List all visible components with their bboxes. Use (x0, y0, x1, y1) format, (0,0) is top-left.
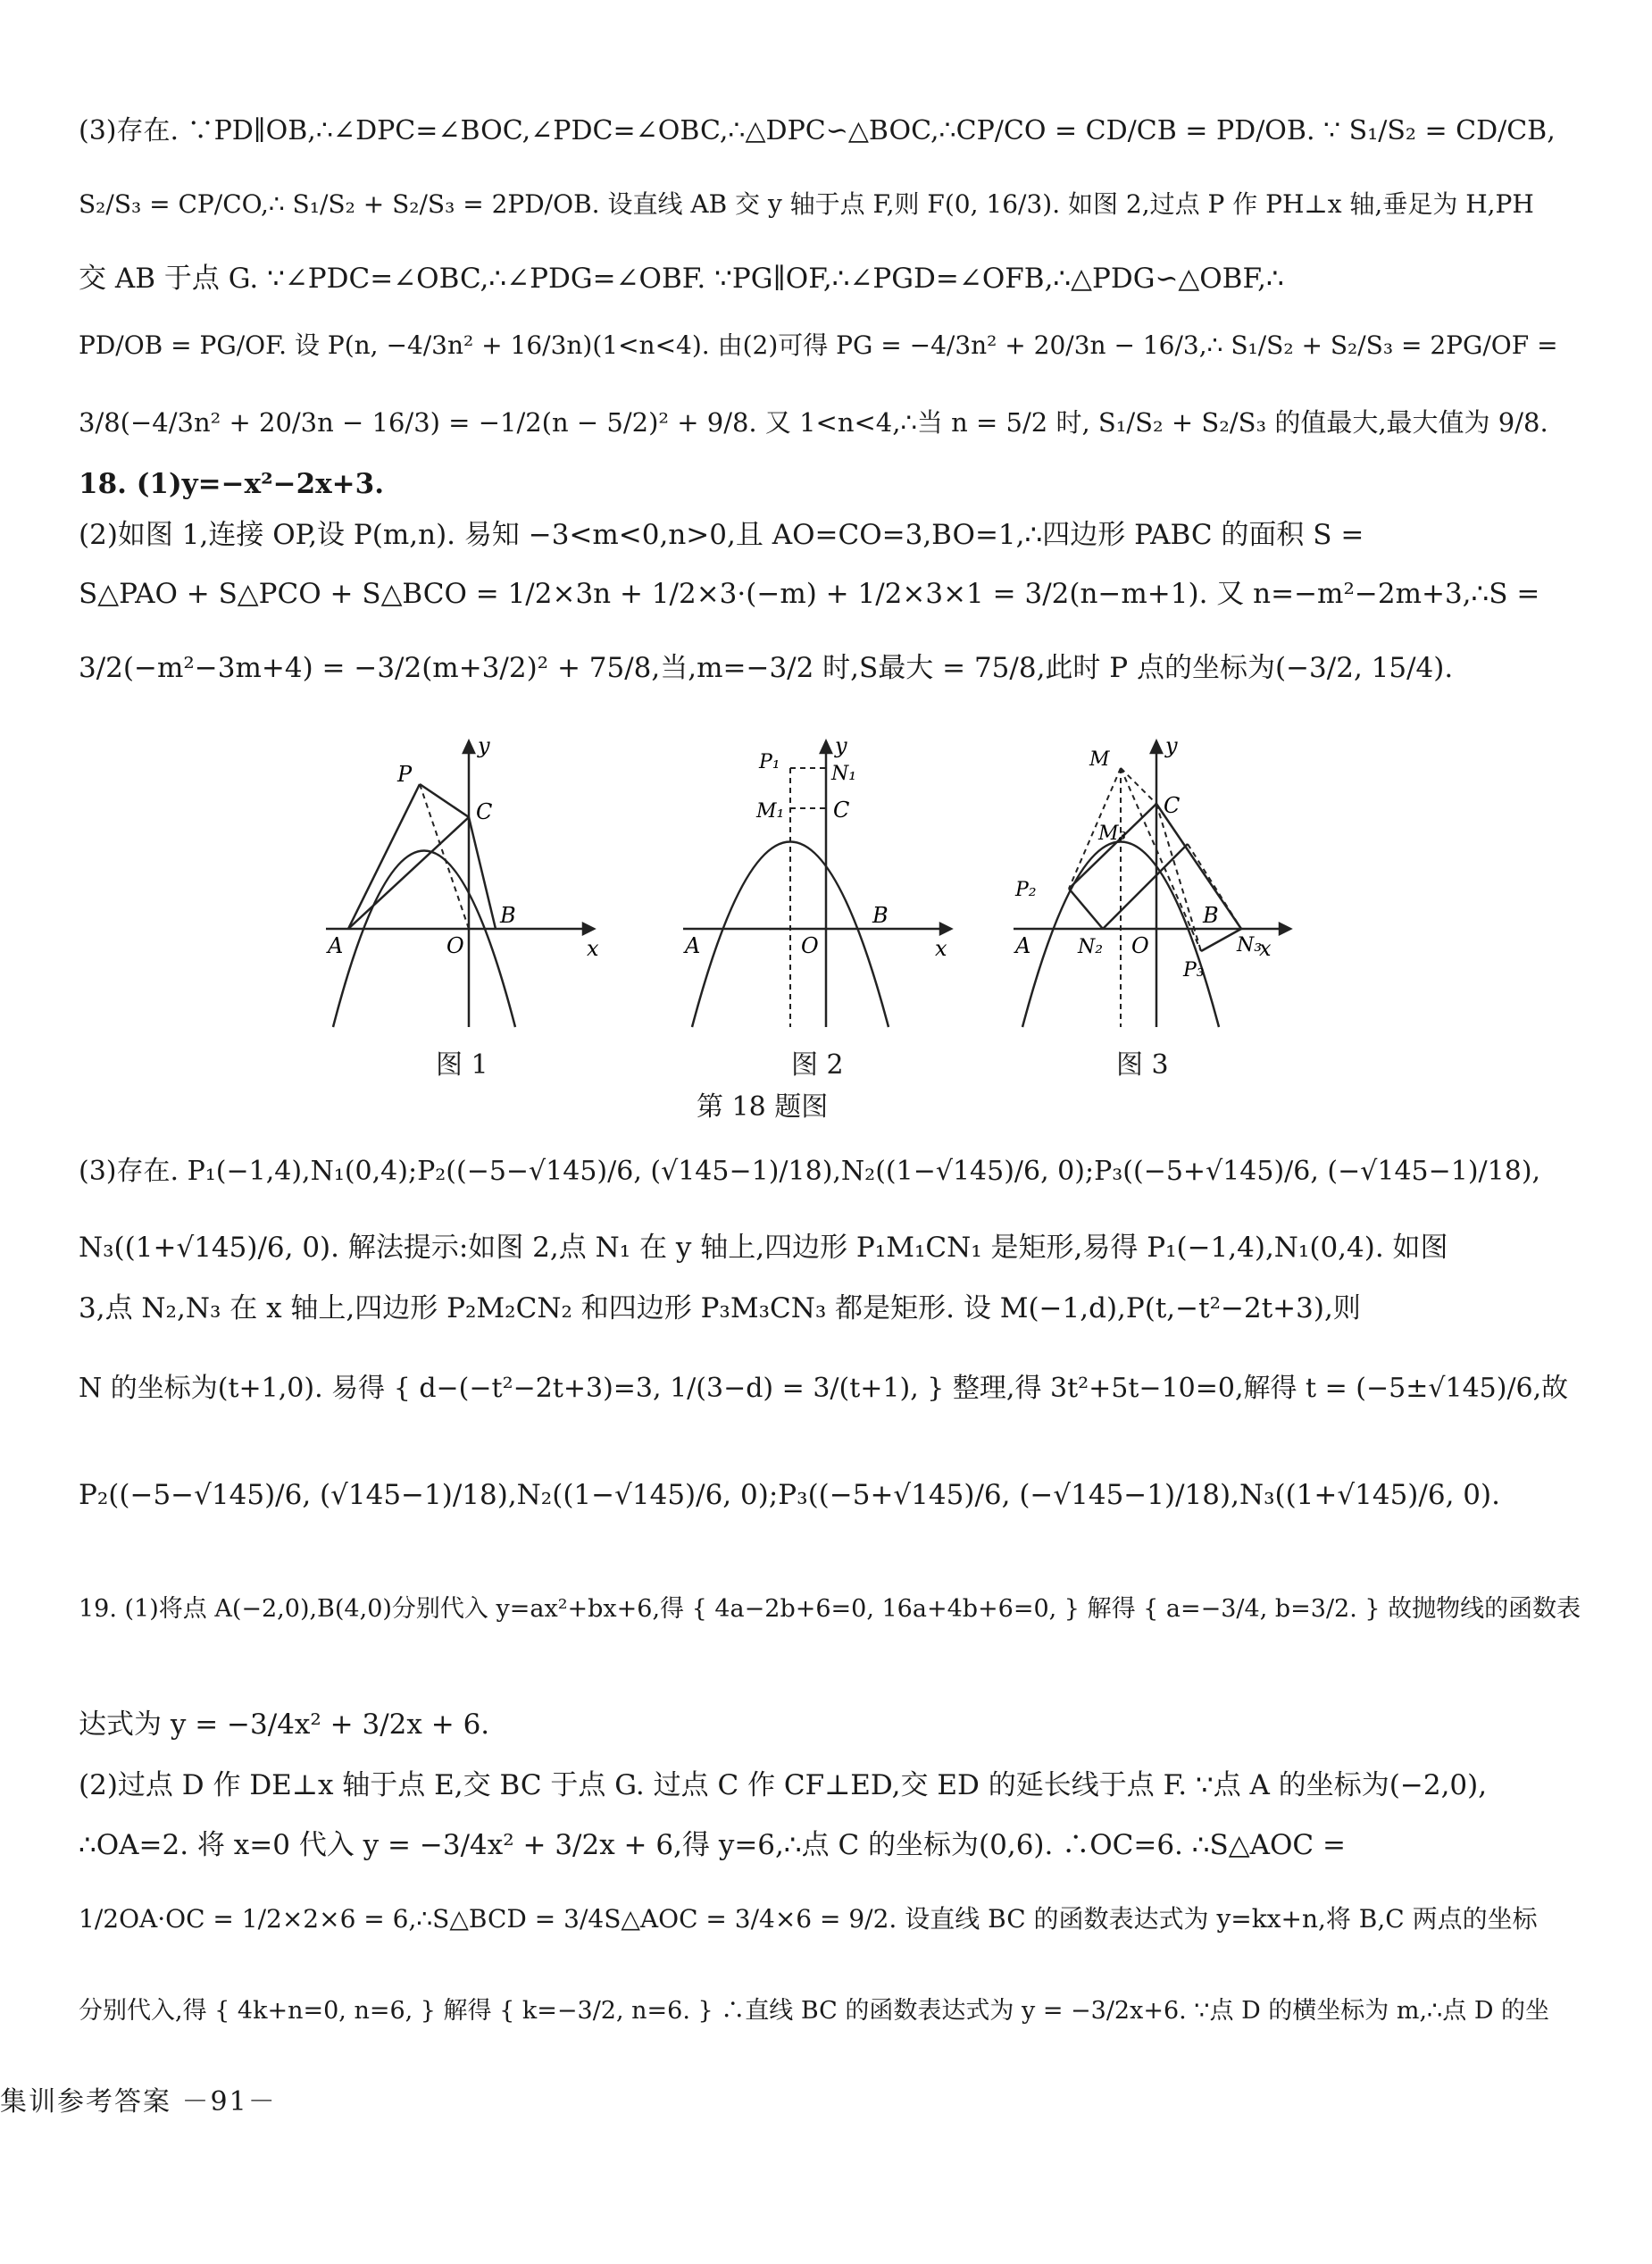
figure-3-caption: 图 3 (1116, 1049, 1169, 1081)
q19-part1-line2: 达式为 y = −3/4x² + 3/2x + 6. (79, 1708, 490, 1741)
q18-part2-line2: S△PAO + S△PCO + S△BCO = 1/2×3n + 1/2×3·(−m) + 1/2×3×1 = 3/2(n−m+1). 又 n=−m²−2m+3,∴S = (79, 578, 1540, 610)
figure-2 (674, 728, 969, 1032)
figure-1-caption: 图 1 (436, 1049, 488, 1081)
q18-part2-line3: 3/2(−m²−3m+4) = −3/2(m+3/2)² + 75/8,当,m=−3/2 时,S最大 = 75/8,此时 P 点的坐标为(−3/2, 15/4). (79, 652, 1454, 684)
fig2-label-O: O (801, 933, 819, 958)
fig2-label-C: C (833, 798, 850, 823)
fig1-label-C: C (476, 799, 493, 824)
fig2-label-M1: M₁ (756, 800, 785, 823)
q18-part1: 18. (1)y=−x²−2x+3. (79, 468, 385, 500)
fig3-label-N3: N₃ (1237, 934, 1263, 957)
q17-part3-line4: PD/OB = PG/OF. 设 P(n, −4/3n² + 16/3n)(1<n<4). 由(2)可得 PG = −4/3n² + 20/3n − 16/3,∴ S₁/S₂ + S₂/S₃ = 2PG/OF = (79, 330, 1558, 360)
q17-part3-line1: (3)存在. ∵PD∥OB,∴∠DPC=∠BOC,∠PDC=∠OBC,∴△DPC∽△BOC,∴CP/CO = CD/CB = PD/OB. ∵ S₁/S₂ = CD/CB, (79, 115, 1556, 146)
fig3-label-C: C (1164, 793, 1181, 818)
fig3-label-x: x (1259, 936, 1272, 961)
fig2-label-P1: P₁ (759, 751, 780, 773)
page-footer: 集训参考答案 －91－ (0, 2086, 277, 2118)
q17-part3-line5: 3/8(−4/3n² + 20/3n − 16/3) = −1/2(n − 5/2)² + 9/8. 又 1<n<4,∴当 n = 5/2 时, S₁/S₂ + S₂/S₃ 的值最大,最大值为 9/8. (79, 407, 1548, 438)
fig3-label-B: B (1203, 903, 1219, 928)
figure-1-svg (317, 728, 612, 1032)
figure-group-caption: 第 18 题图 (697, 1091, 829, 1123)
fig3-label-y: y (1165, 733, 1178, 758)
q17-part3-line3: 交 AB 于点 G. ∵∠PDC=∠OBC,∴∠PDG=∠OBF. ∵PG∥OF,∴∠PGD=∠OFB,∴△PDG∽△OBF,∴ (79, 263, 1284, 295)
fig2-label-y: y (835, 733, 847, 758)
q18-part3-line5: P₂((−5−√145)/6, (√145−1)/18),N₂((1−√145)/6, 0);P₃((−5+√145)/6, (−√145−1)/18),N₃((1+√145)/6, 0). (79, 1479, 1500, 1511)
figure-1 (317, 728, 612, 1032)
fig1-label-y: y (478, 733, 490, 758)
fig2-label-x: x (935, 936, 947, 961)
q18-part3-line1: (3)存在. P₁(−1,4),N₁(0,4);P₂((−5−√145)/6, (√145−1)/18),N₂((1−√145)/6, 0);P₃((−5+√145)/6, (−√145−1)/18), (79, 1156, 1541, 1187)
figure-3 (1005, 728, 1308, 1032)
q19-part2-line1: (2)过点 D 作 DE⊥x 轴于点 E,交 BC 于点 G. 过点 C 作 CF⊥ED,交 ED 的延长线于点 F. ∵点 A 的坐标为(−2,0), (79, 1769, 1488, 1801)
fig1-label-x: x (587, 936, 599, 961)
q18-part2-line1: (2)如图 1,连接 OP,设 P(m,n). 易知 −3<m<0,n>0,且 AO=CO=3,BO=1,∴四边形 PABC 的面积 S = (79, 519, 1364, 551)
figure-3-svg (1005, 728, 1308, 1032)
q17-part3-line2: S₂/S₃ = CP/CO,∴ S₁/S₂ + S₂/S₃ = 2PD/OB. 设直线 AB 交 y 轴于点 F,则 F(0, 16/3). 如图 2,过点 P 作 PH⊥x 轴,垂足为 H,PH (79, 189, 1534, 219)
q19-part2-line4: 分别代入,得 { 4k+n=0, n=6, } 解得 { k=−3/2, n=6. } ∴直线 BC 的函数表达式为 y = −3/2x+6. ∵点 D 的横坐标为 m,∴点 D 的坐 (79, 1997, 1550, 2025)
q18-part3-line2: N₃((1+√145)/6, 0). 解法提示:如图 2,点 N₁ 在 y 轴上,四边形 P₁M₁CN₁ 是矩形,易得 P₁(−1,4),N₁(0,4). 如图 (79, 1232, 1448, 1264)
figure-2-svg (674, 728, 969, 1032)
fig1-label-O: O (446, 933, 464, 958)
fig2-label-N1: N₁ (831, 763, 857, 785)
q18-part3-line4: N 的坐标为(t+1,0). 易得 { d−(−t²−2t+3)=3, 1/(3−d) = 3/(t+1), } 整理,得 3t²+5t−10=0,解得 t = (−5±√145)/6,故 (79, 1373, 1569, 1404)
fig2-label-B: B (872, 903, 889, 928)
fig1-label-B: B (500, 903, 516, 928)
fig3-label-M3: M₃ (1098, 823, 1127, 845)
fig3-label-M: M (1089, 748, 1110, 771)
q19-part1-line1: 19. (1)将点 A(−2,0),B(4,0)分别代入 y=ax²+bx+6,得 { 4a−2b+6=0, 16a+4b+6=0, } 解得 { a=−3/4, b=3/2. } 故抛物线的函数表 (79, 1595, 1581, 1623)
fig3-label-P2: P₂ (1015, 879, 1037, 901)
fig1-label-A: A (328, 933, 344, 958)
figure-2-caption: 图 2 (791, 1049, 844, 1081)
fig3-label-A: A (1015, 933, 1031, 958)
q19-part2-line3: 1/2OA·OC = 1/2×2×6 = 6,∴S△BCD = 3/4S△AOC = 3/4×6 = 9/2. 设直线 BC 的函数表达式为 y=kx+n,将 B,C 两点的坐标 (79, 1904, 1538, 1934)
fig3-label-P3: P₃ (1183, 959, 1205, 982)
fig3-label-N2: N₂ (1078, 936, 1104, 958)
fig2-label-A: A (685, 933, 701, 958)
fig1-label-P: P (397, 762, 413, 787)
q18-part3-line3: 3,点 N₂,N₃ 在 x 轴上,四边形 P₂M₂CN₂ 和四边形 P₃M₃CN₃ 都是矩形. 设 M(−1,d),P(t,−t²−2t+3),则 (79, 1292, 1361, 1324)
fig3-label-O: O (1131, 933, 1149, 958)
q19-part2-line2: ∴OA=2. 将 x=0 代入 y = −3/4x² + 3/2x + 6,得 y=6,∴点 C 的坐标为(0,6). ∴OC=6. ∴S△AOC = (79, 1829, 1346, 1861)
